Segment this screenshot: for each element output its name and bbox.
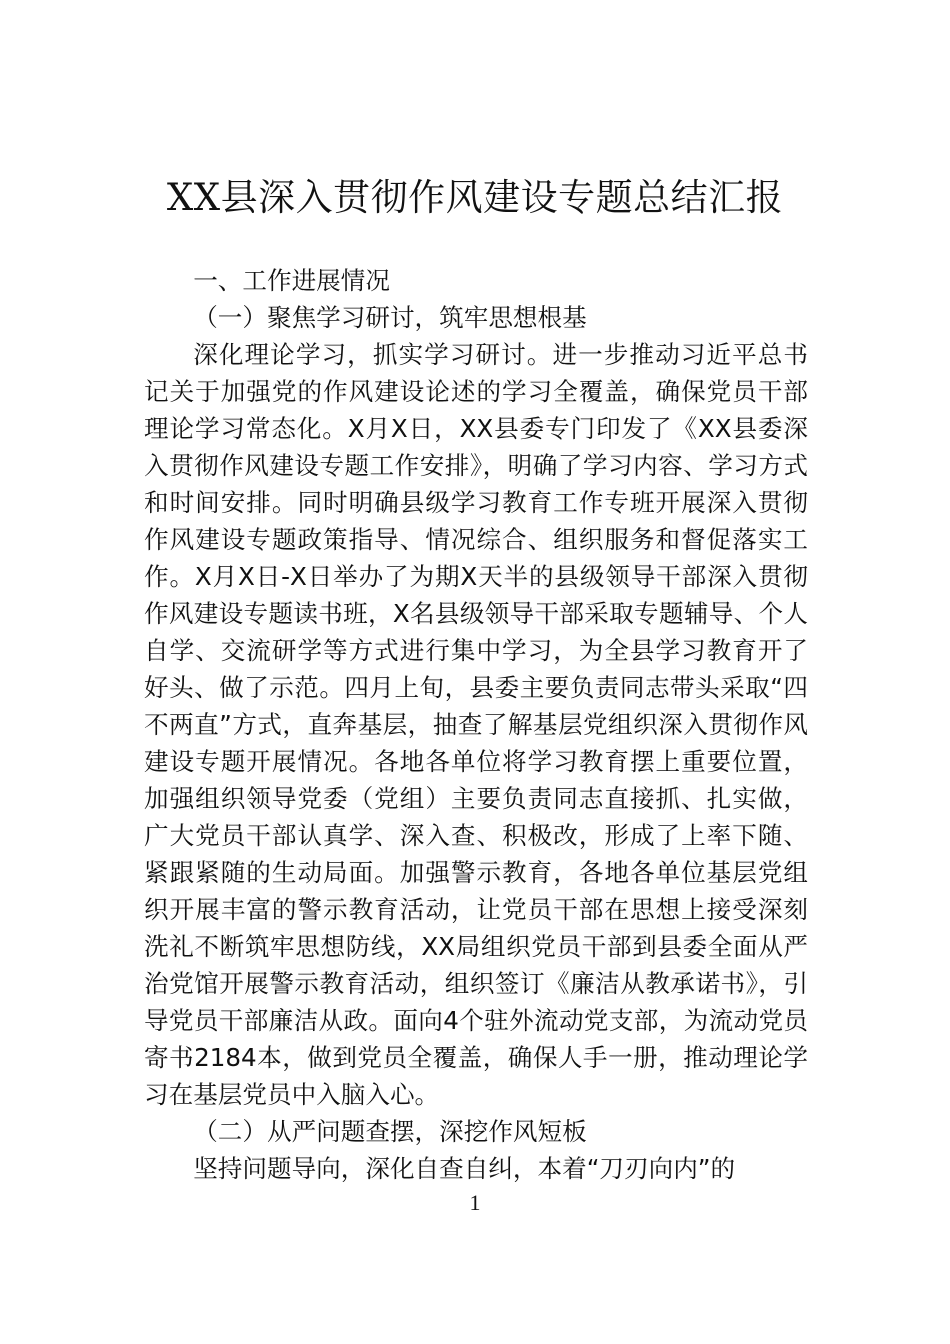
document-title: XX县深入贯彻作风建设专题总结汇报 [166, 176, 784, 219]
document-body [144, 262, 808, 1187]
body-paragraph-1: 深化理论学习，抓实学习研讨。进一步推动习近平总书记关于加强党的作风建设论述的学习全覆盖，确保党员干部理论学习常态化。X月X日，XX县委专门印发了《XX县委深入贯彻作风建设专题工作安排》，明确了学习内容、学习方式和时间安排。同时明确县级学习教育工作专班开展深入贯彻作风建设专题政策指导、情况综合、组织服务和督促落实工作。X月X日-X日举办了为期X天半的县级领导干部深入贯彻作风建设专题读书班，X名县级领导干部采取专题辅导、个人自学、交流研学等方式进行集中学习，为全县学习教育开了好头、做了示范。四月上旬，县委主要负责同志带头采取“四不两直”方式，直奔基层，抽查了解基层党组织深入贯彻作风建设专题开展情况。各地各单位将学习教育摆上重要位置，加强组织领导党委（党组）主要负责同志直接抓、扎实做，广大党员干部认真学、深入查、积极改，形成了上率下随、紧跟紧随的生动局面。加强警示教育，各地各单位基层党组织开展丰富的警示教育活动，让党员干部在思想上接受深刻洗礼不断筑牢思想防线，XX局组织党员干部到县委全面从严治党馆开展警示教育活动，组织签订《廉洁从教承诺书》，引导党员干部廉洁从政。面向4个驻外流动党支部，为流动党员寄书2184本，做到党员全覆盖，确保人手一册，推动理论学习在基层党员中入脑入心。 [144, 340, 808, 1109]
page-number: 1 [469, 1190, 481, 1215]
section-heading: 一、工作进展情况 [193, 266, 390, 295]
subsection-heading-2: （二）从严问题查摆，深挖作风短板 [193, 1117, 587, 1146]
subsection-heading-1: （一）聚焦学习研讨，筑牢思想根基 [193, 303, 587, 332]
body-paragraph-2: 坚持问题导向，深化自查自纠，本着“刀刃向内”的 [193, 1154, 736, 1183]
